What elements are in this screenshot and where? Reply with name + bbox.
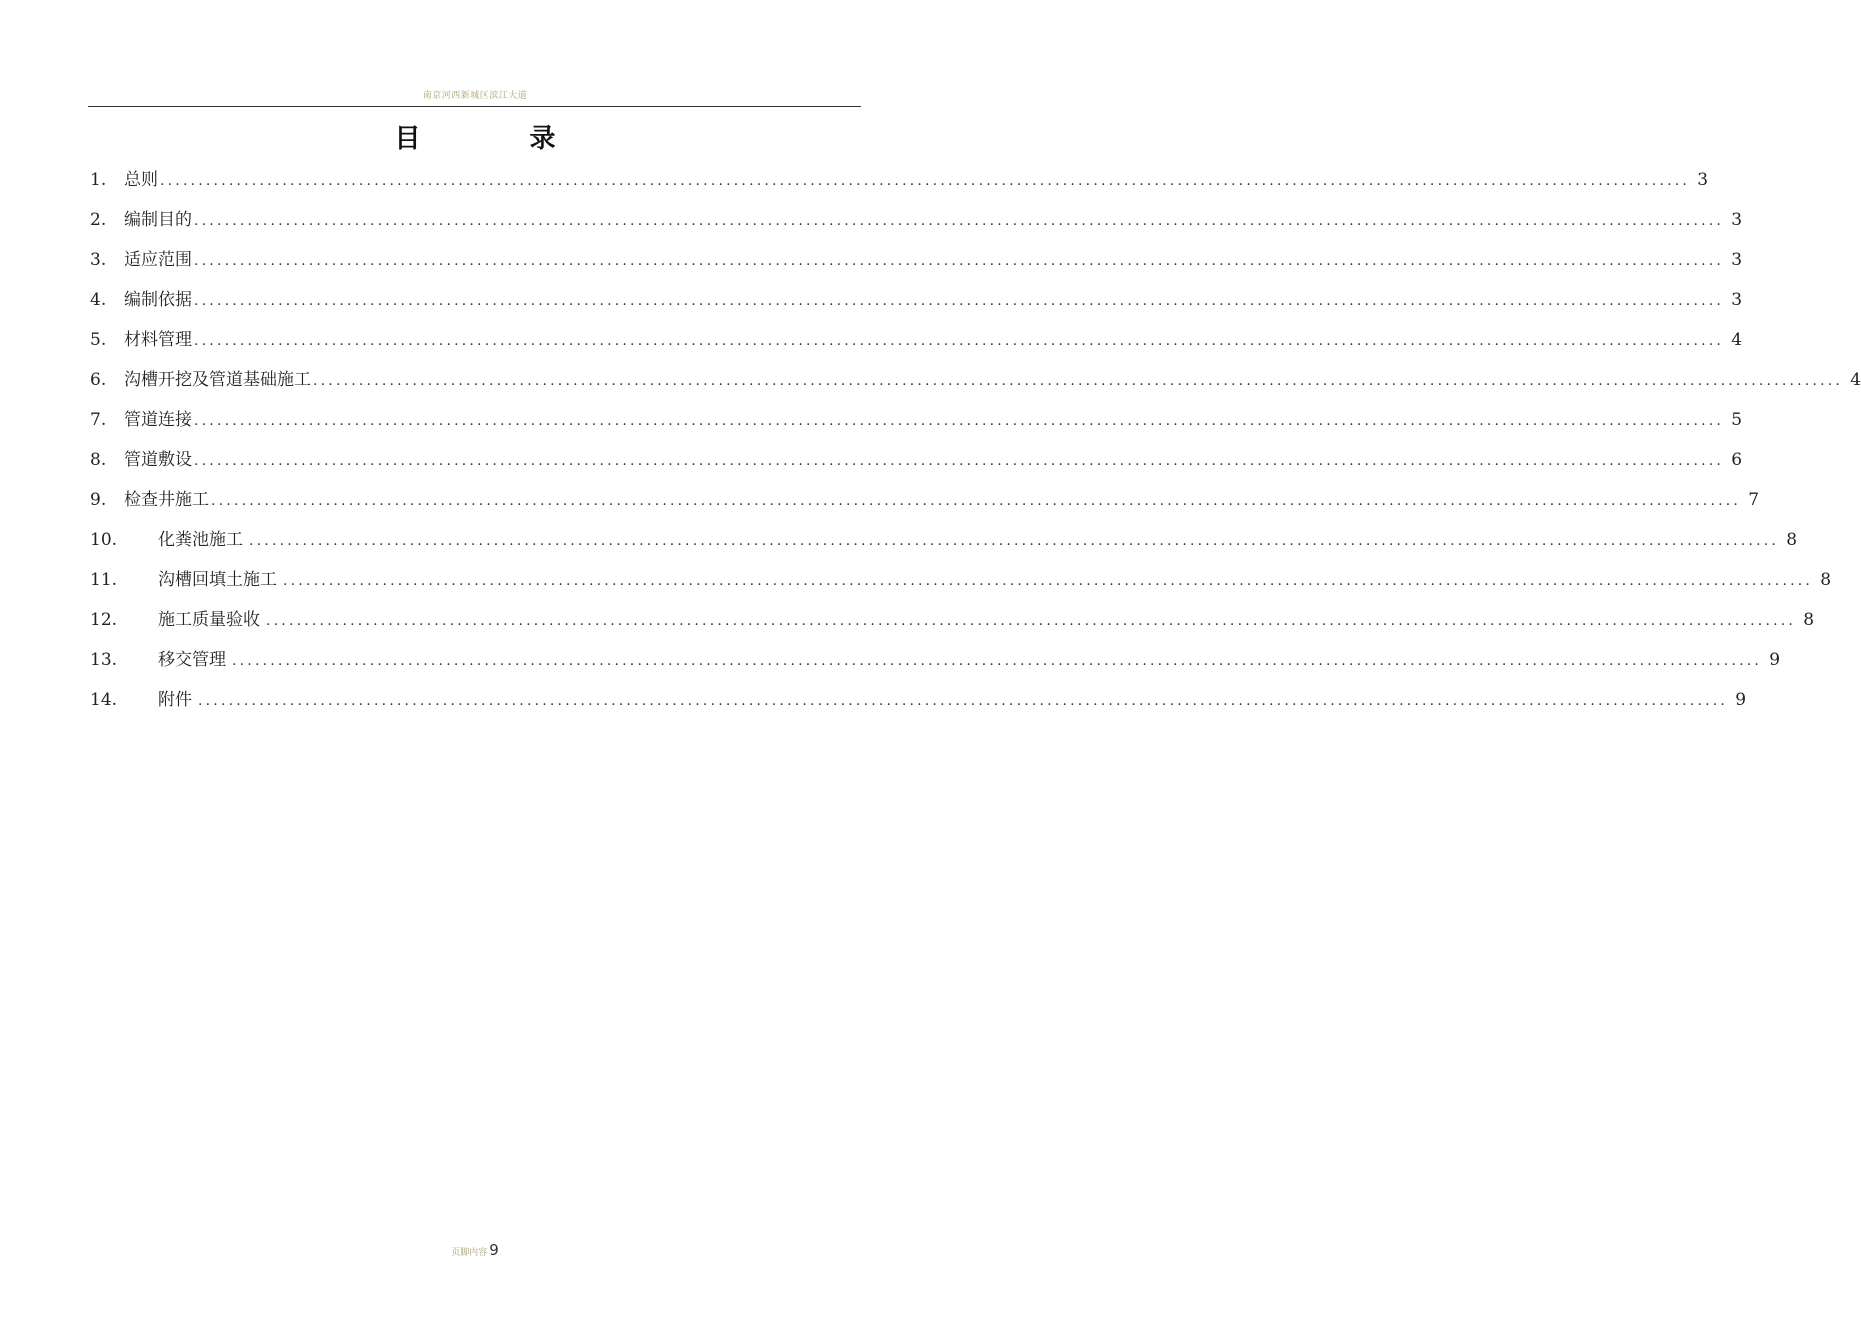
- toc-leader-dots: ........................................................................................................................................................................................................: [194, 213, 1725, 229]
- toc-entry[interactable]: [90, 406, 1743, 446]
- page-header-text: 南京河西新城区滨江大道: [422, 91, 528, 101]
- toc-entry-page: 8: [1803, 610, 1815, 630]
- toc-entry[interactable]: [90, 246, 1743, 286]
- toc-entry-label: 管道连接: [124, 410, 192, 430]
- toc-entry-label: 移交管理: [158, 650, 226, 670]
- toc-leader-dots: ........................................................................................................................................................................................................: [194, 253, 1725, 269]
- toc-entry[interactable]: [90, 686, 1747, 726]
- toc-entry[interactable]: [90, 366, 1861, 406]
- toc-entry-label: 材料管理: [124, 330, 192, 350]
- page-footer: [0, 1240, 950, 1259]
- toc-leader-dots: ........................................................................................................................................................................................................: [283, 573, 1814, 589]
- toc-entry-number: 11.: [90, 570, 118, 590]
- toc-entry-label: 总则: [124, 170, 158, 190]
- toc-entry[interactable]: [90, 486, 1760, 526]
- header-rule: [88, 106, 861, 107]
- toc-entry-number: 9.: [90, 490, 107, 510]
- toc-entry-page: 7: [1748, 490, 1760, 510]
- footer-page-number: 9: [489, 1241, 499, 1259]
- toc-leader-dots: ........................................................................................................................................................................................................: [249, 533, 1780, 549]
- toc-leader-dots: ........................................................................................................................................................................................................: [194, 293, 1725, 309]
- toc-leader-dots: ........................................................................................................................................................................................................: [232, 653, 1763, 669]
- toc-leader-dots: ........................................................................................................................................................................................................: [198, 693, 1729, 709]
- toc-leader-dots: ........................................................................................................................................................................................................: [194, 333, 1725, 349]
- toc-entry-label: 附件: [158, 690, 192, 710]
- toc-entry-label: 编制目的: [124, 210, 192, 230]
- toc-entry[interactable]: [90, 286, 1743, 326]
- toc-entry[interactable]: [90, 606, 1815, 646]
- toc-entry-page: 3: [1731, 210, 1743, 230]
- toc-entry[interactable]: [90, 326, 1743, 366]
- toc-entry-label: 编制依据: [124, 290, 192, 310]
- toc-entry-number: 10.: [90, 530, 118, 550]
- toc-entry-label: 施工质量验收: [158, 610, 260, 630]
- toc-entry-number: 14.: [90, 690, 118, 710]
- toc-entry-label: 检查井施工: [124, 490, 209, 510]
- toc-entry-page: 4: [1731, 330, 1743, 350]
- toc-list: [90, 166, 1861, 726]
- toc-entry-number: 4.: [90, 290, 107, 310]
- toc-entry-page: 6: [1731, 450, 1743, 470]
- toc-entry[interactable]: [90, 166, 1709, 206]
- toc-entry-number: 13.: [90, 650, 118, 670]
- toc-entry-page: 4: [1850, 370, 1861, 390]
- toc-entry-page: 8: [1820, 570, 1832, 590]
- toc-entry-number: 3.: [90, 250, 107, 270]
- toc-leader-dots: ........................................................................................................................................................................................................: [266, 613, 1797, 629]
- toc-entry-page: 3: [1731, 250, 1743, 270]
- footer-label: 页脚内容: [451, 1248, 488, 1258]
- toc-leader-dots: ........................................................................................................................................................................................................: [313, 373, 1844, 389]
- toc-entry-page: 5: [1731, 410, 1743, 430]
- toc-entry[interactable]: [90, 446, 1743, 486]
- toc-title: 目 录: [394, 124, 606, 154]
- toc-entry-label: 沟槽开挖及管道基础施工: [124, 370, 311, 390]
- toc-leader-dots: ........................................................................................................................................................................................................: [211, 493, 1742, 509]
- toc-entry-page: 8: [1786, 530, 1798, 550]
- toc-entry-label: 适应范围: [124, 250, 192, 270]
- toc-entry-page: 9: [1735, 690, 1747, 710]
- toc-entry[interactable]: [90, 206, 1743, 246]
- toc-leader-dots: ........................................................................................................................................................................................................: [194, 413, 1725, 429]
- toc-entry-label: 管道敷设: [124, 450, 192, 470]
- toc-entry-page: 3: [1697, 170, 1709, 190]
- toc-entry-number: 1.: [90, 170, 107, 190]
- toc-entry[interactable]: [90, 526, 1798, 566]
- toc-entry-number: 6.: [90, 370, 107, 390]
- toc-entry-number: 7.: [90, 410, 107, 430]
- toc-entry[interactable]: [90, 566, 1832, 606]
- toc-entry-page: 9: [1769, 650, 1781, 670]
- toc-leader-dots: ........................................................................................................................................................................................................: [160, 173, 1691, 189]
- toc-entry-number: 5.: [90, 330, 107, 350]
- toc-entry-label: 沟槽回填土施工: [158, 570, 277, 590]
- toc-entry-number: 12.: [90, 610, 118, 630]
- toc-entry-page: 3: [1731, 290, 1743, 310]
- toc-entry-number: 2.: [90, 210, 107, 230]
- toc-entry-label: 化粪池施工: [158, 530, 243, 550]
- toc-entry-number: 8.: [90, 450, 107, 470]
- toc-leader-dots: ........................................................................................................................................................................................................: [194, 453, 1725, 469]
- toc-entry[interactable]: [90, 646, 1781, 686]
